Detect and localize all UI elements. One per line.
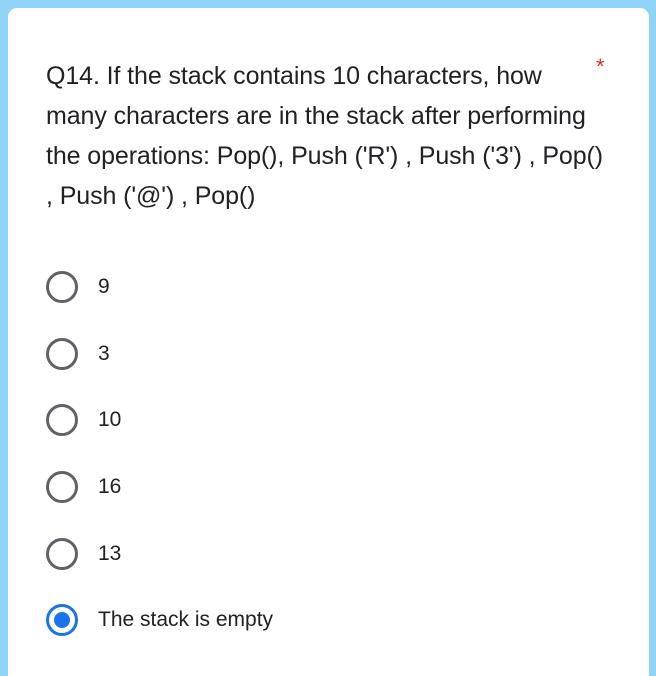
answer-option-13[interactable]	[46, 520, 606, 587]
radio-button-icon[interactable]	[46, 338, 78, 370]
radio-button-icon[interactable]	[46, 471, 78, 503]
answer-option-label: 10	[98, 408, 122, 432]
question-card	[8, 8, 649, 676]
answer-option-stack-empty[interactable]	[46, 587, 606, 654]
answer-option-label: 9	[98, 275, 110, 299]
answer-option-10[interactable]	[46, 387, 606, 454]
question-text: Q14. If the stack contains 10 characters, how many characters are in the stack after performing the operations: Pop(), Push ('R') , Push ('3') , Pop() , Push ('@') , Pop()	[46, 62, 603, 210]
answer-option-label: 3	[98, 341, 110, 365]
answer-option-3[interactable]	[46, 321, 606, 388]
radio-button-icon[interactable]	[46, 404, 78, 436]
radio-button-icon[interactable]	[46, 538, 78, 570]
radio-button-selected-icon[interactable]	[46, 604, 78, 636]
answer-options	[46, 254, 606, 654]
answer-option-label: 13	[98, 541, 122, 565]
required-asterisk: *	[596, 54, 605, 79]
answer-option-9[interactable]	[46, 254, 606, 321]
radio-button-icon[interactable]	[46, 271, 78, 303]
answer-option-label: 16	[98, 475, 122, 499]
answer-option-label: The stack is empty	[98, 608, 274, 632]
answer-option-16[interactable]	[46, 454, 606, 521]
